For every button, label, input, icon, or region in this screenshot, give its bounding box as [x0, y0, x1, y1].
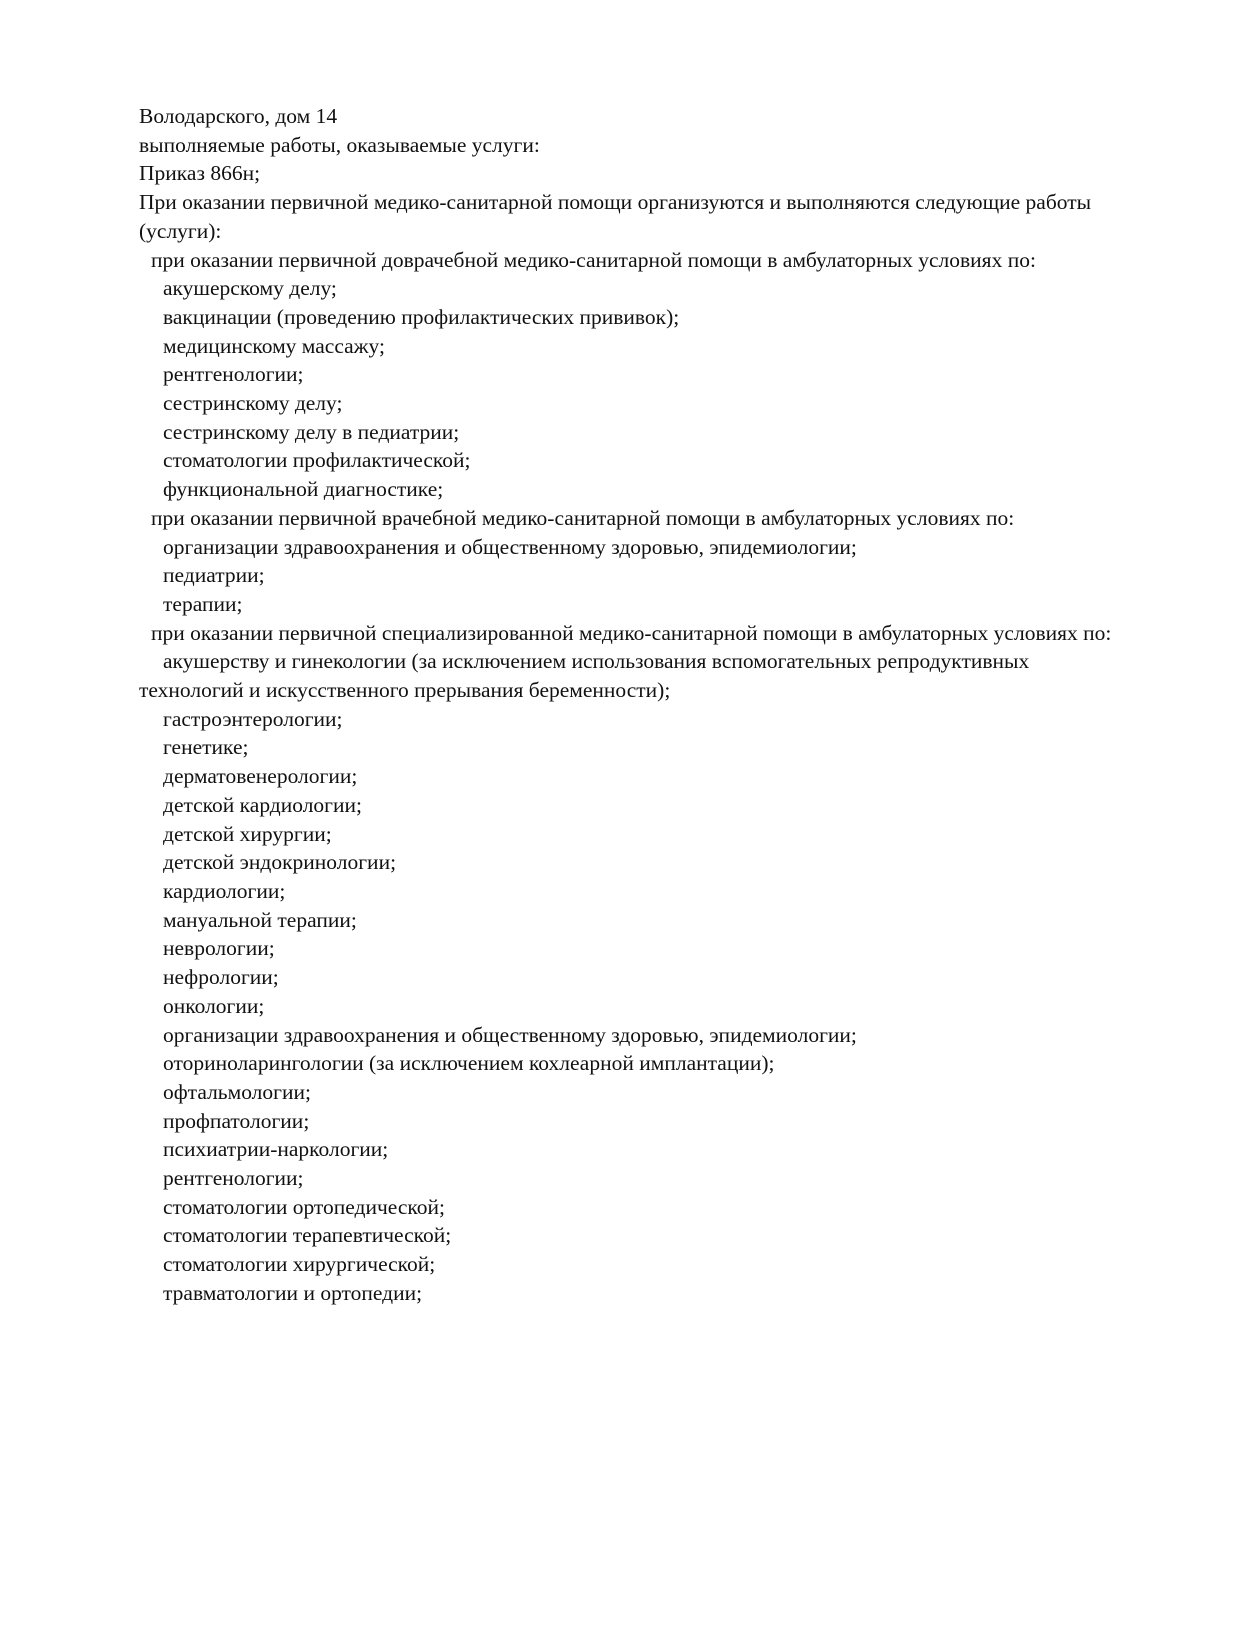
- section-physician: [139, 504, 1129, 619]
- section-prehospital: [139, 246, 1129, 504]
- list-item: нефрологии;: [163, 965, 279, 990]
- list-item: стоматологии хирургической;: [163, 1252, 436, 1277]
- section-heading: при оказании первичной врачебной медико-санитарной помощи в амбулаторных условиях по:: [151, 505, 1015, 530]
- list-item: стоматологии профилактической;: [163, 448, 471, 473]
- list-item: онкологии;: [163, 993, 265, 1018]
- list-item: мануальной терапии;: [163, 907, 357, 932]
- list-item: рентгенологии;: [163, 1166, 304, 1191]
- list-item: функциональной диагностике;: [163, 477, 444, 502]
- list-item: детской кардиологии;: [163, 792, 362, 817]
- list-item: детской хирургии;: [163, 821, 332, 846]
- list-item: педиатрии;: [163, 563, 265, 588]
- list-item: профпатологии;: [163, 1108, 310, 1133]
- section-heading: при оказании первичной доврачебной медико-санитарной помощи в амбулаторных условиях по:: [151, 247, 1036, 272]
- list-item: медицинскому массажу;: [163, 333, 385, 358]
- list-item: неврологии;: [163, 936, 275, 961]
- service-list: [139, 647, 1129, 1307]
- list-item: организации здравоохранения и общественному здоровью, эпидемиологии;: [163, 534, 857, 559]
- order-reference: Приказ 866н;: [139, 161, 261, 186]
- list-item: детской эндокринологии;: [163, 850, 397, 875]
- list-item: сестринскому делу;: [163, 391, 343, 416]
- intro-paragraph: При оказании первичной медико-санитарной помощи организуются и выполняются следующие работы (услуги):: [139, 190, 1097, 243]
- list-item: акушерству и гинекологии (за исключением использования вспомогательных репродуктивных технологий и искусственного прерывания беременности);: [139, 649, 1035, 703]
- list-item: психиатрии-наркологии;: [163, 1137, 389, 1162]
- section-specialized: [139, 619, 1129, 1308]
- list-item: терапии;: [163, 591, 243, 616]
- list-item: дерматовенерологии;: [163, 764, 358, 789]
- list-item: акушерскому делу;: [163, 276, 337, 301]
- address-line: Володарского, дом 14: [139, 104, 338, 128]
- section-heading: при оказании первичной специализированной медико-санитарной помощи в амбулаторных условиях по:: [151, 620, 1112, 645]
- list-item: сестринскому делу в педиатрии;: [163, 419, 460, 444]
- list-item: оториноларингологии (за исключением кохлеарной имплантации);: [163, 1051, 775, 1076]
- document-page: [139, 102, 1129, 1308]
- list-item: рентгенологии;: [163, 362, 304, 387]
- service-list: [139, 533, 1129, 619]
- list-item: вакцинации (проведению профилактических прививок);: [163, 304, 680, 329]
- service-list: [139, 274, 1129, 504]
- list-item: генетике;: [163, 735, 249, 760]
- list-item: кардиологии;: [163, 878, 286, 903]
- list-item: стоматологии терапевтической;: [163, 1223, 452, 1248]
- list-item: офтальмологии;: [163, 1079, 311, 1104]
- services-heading: выполняемые работы, оказываемые услуги:: [139, 132, 540, 157]
- list-item: травматологии и ортопедии;: [163, 1280, 423, 1305]
- list-item: организации здравоохранения и общественному здоровью, эпидемиологии;: [163, 1022, 857, 1047]
- list-item: гастроэнтерологии;: [163, 706, 343, 731]
- list-item: стоматологии ортопедической;: [163, 1194, 446, 1219]
